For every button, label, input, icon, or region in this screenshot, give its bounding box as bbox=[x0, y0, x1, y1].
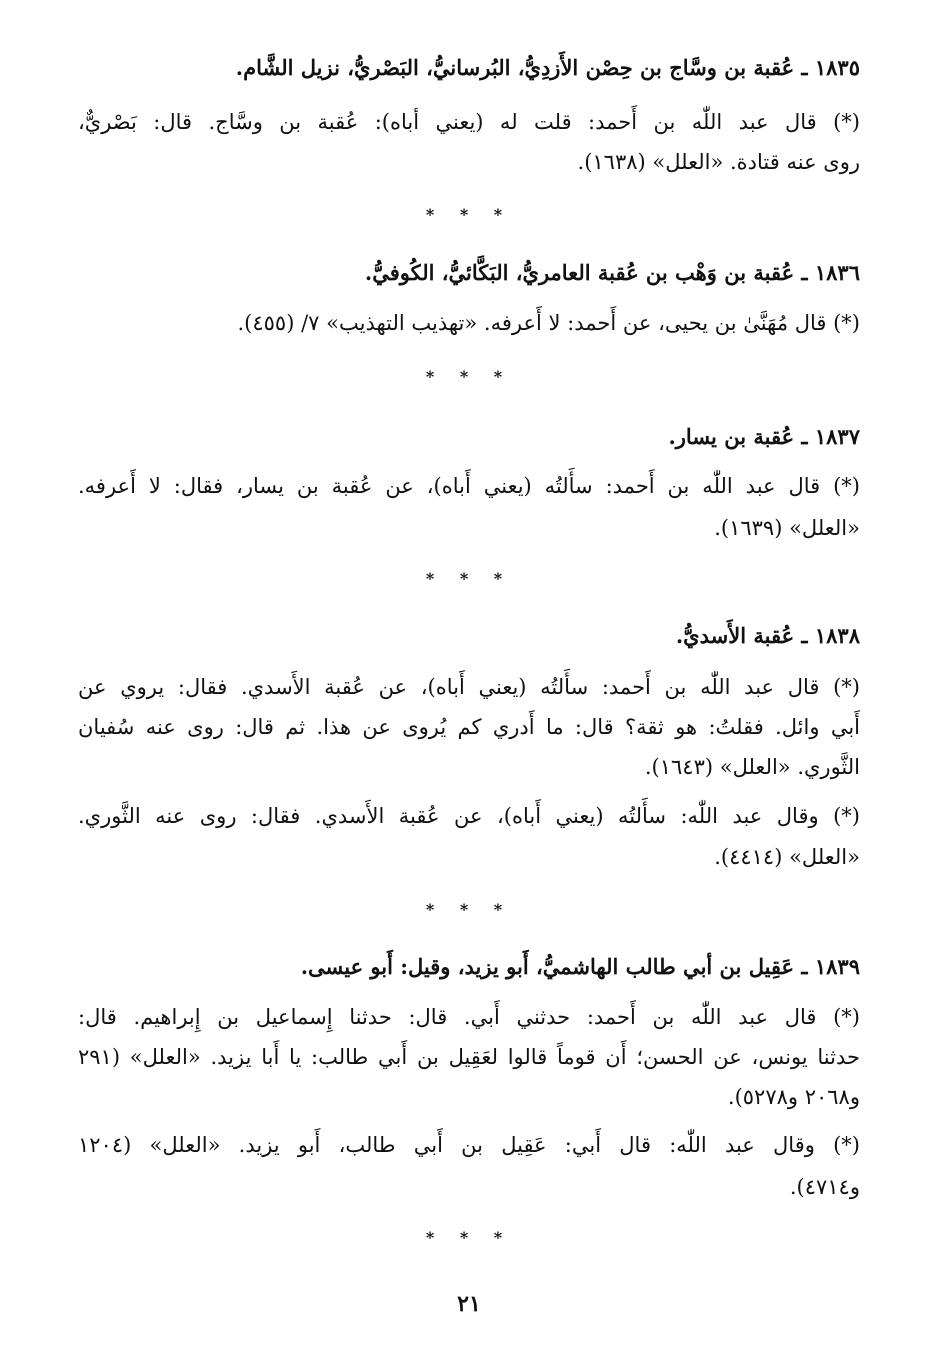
section-separator: * * * bbox=[425, 1228, 513, 1247]
entry-heading-1839: ١٨٣٩ ـ عَقِيل بن أبي طالب الهاشميُّ، أَبو يزيد، وقيل: أَبو عيسى. bbox=[300, 954, 860, 979]
section-separator: * * * bbox=[425, 367, 513, 386]
entry-1839-paragraph-1-line-2: حدثنا يونس، عن الحسن؛ أَن قوماً قالوا لعَقِيل بن أَبي طالب: يا أَبا يزيد. «العلل» (٢٩١ bbox=[78, 1045, 860, 1069]
entry-1838-paragraph-1-line-3: الثَّوري. «العلل» (١٦٤٣). bbox=[644, 755, 860, 779]
entry-1838-paragraph-1-line-1: (*) قال عبد اللّٰه بن أَحمد: سأَلتُه (يعني أَباه)، عن عُقبة الأَسدي. فقال: يروي عن bbox=[78, 675, 860, 699]
entry-1837-paragraph-1-line-2: «العلل» (١٦٣٩). bbox=[714, 516, 860, 540]
entry-1839-paragraph-1-line-1: (*) قال عبد اللّٰه بن أَحمد: حدثني أَبي. قال: حدثنا إِسماعيل بن إِبراهيم. قال: bbox=[78, 1005, 861, 1029]
entry-1838-paragraph-1-line-2: أَبي وائل. فقلتُ: هو ثقة؟ قال: ما أَدري كم يُروى عن هذا. ثم قال: روى عنه سُفيان bbox=[78, 715, 860, 739]
entry-heading-1836: ١٨٣٦ ـ عُقبة بن وَهْب بن عُقبة العامريُّ، البَكَّائيُّ، الكُوفيُّ. bbox=[364, 260, 860, 285]
entry-1835-paragraph-1-line-1: (*) قال عبد اللّٰه بن أَحمد: قلت له (يعني أباه): عُقبة بن وسَّاج. قال: بَصْريٌّ، bbox=[78, 110, 860, 134]
section-separator: * * * bbox=[425, 205, 513, 224]
entry-heading-1835: ١٨٣٥ ـ عُقبة بن وسَّاج بن حِصْن الأَزدِيُّ، البُرسانيُّ، البَصْريُّ، نزيل الشَّام. bbox=[235, 55, 860, 80]
page-number: ٢١ bbox=[457, 1291, 481, 1317]
entry-1838-paragraph-2-line-2: «العلل» (٤٤١٤). bbox=[714, 845, 860, 869]
entry-1838-paragraph-2-line-1: (*) وقال عبد اللّٰه: سأَلتُه (يعني أَباه)، عن عُقبة الأَسدي. فقال: روى عنه الثَّوري. bbox=[78, 804, 860, 828]
section-separator: * * * bbox=[425, 569, 513, 588]
entry-1839-paragraph-2-line-1: (*) وقال عبد اللّٰه: قال أَبي: عَقِيل بن أَبي طالب، أَبو يزيد. «العلل» (١٢٠٤ bbox=[78, 1133, 860, 1157]
entry-1836-paragraph-1-line-1: (*) قال مُهَنَّىٰ بن يحيى، عن أَحمد: لا أَعرفه. «تهذيب التهذيب» ٧/ (٤٥٥). bbox=[237, 311, 860, 335]
entry-heading-1838: ١٨٣٨ ـ عُقبة الأَسديُّ. bbox=[675, 623, 860, 648]
section-separator: * * * bbox=[425, 900, 513, 919]
entry-1839-paragraph-1-line-3: و٢٠٦٨ و٥٢٧٨). bbox=[727, 1085, 860, 1109]
entry-1839-paragraph-2-line-2: و٤٧١٤). bbox=[789, 1175, 860, 1199]
entry-1835-paragraph-1-line-2: روى عنه قتادة. «العلل» (١٦٣٨). bbox=[577, 150, 860, 174]
entry-heading-1837: ١٨٣٧ ـ عُقبة بن يسار. bbox=[668, 424, 860, 449]
entry-1837-paragraph-1-line-1: (*) قال عبد اللّٰه بن أَحمد: سأَلتُه (يعني أَباه)، عن عُقبة بن يسار، فقال: لا أَعرفه. bbox=[78, 474, 860, 498]
